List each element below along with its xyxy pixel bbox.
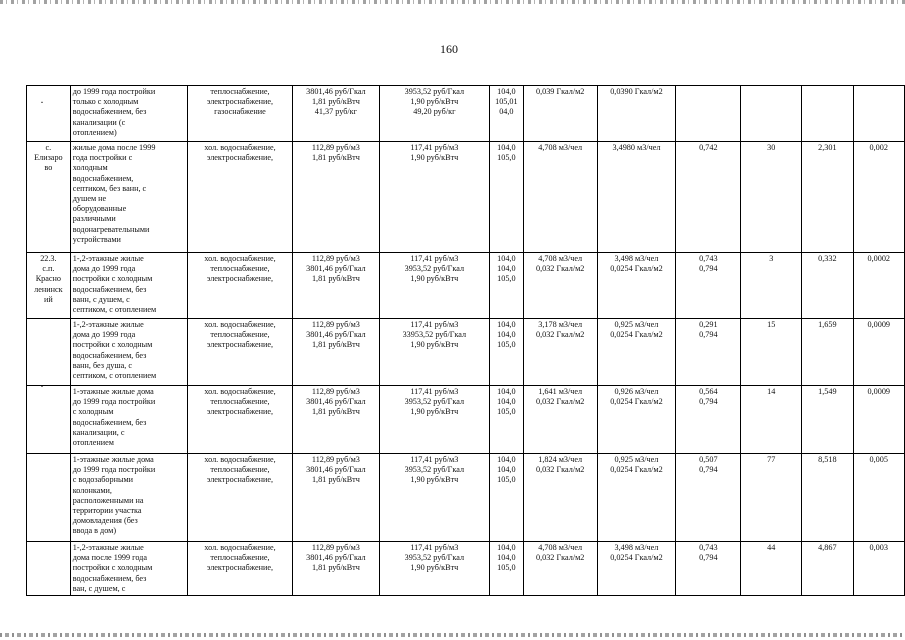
settlement-cell [27, 542, 71, 596]
share-cell [853, 86, 905, 142]
index-cell: 104,0 104,0 105,0 [489, 253, 523, 319]
norm-new-cell: 3,4980 м3/чел [597, 142, 676, 253]
scan-speck: · [40, 95, 44, 109]
index-cell: 104,0 104,0 105,0 [489, 542, 523, 596]
coef-cell: 0,564 0,794 [676, 386, 741, 454]
share-cell: 0,005 [853, 454, 905, 542]
count-cell: 77 [741, 454, 802, 542]
table-row [27, 142, 905, 253]
norm-current-cell: 4,708 м3/чел [523, 142, 597, 253]
coef-cell: 0,743 0,794 [676, 542, 741, 596]
table-row [27, 86, 905, 142]
tariff-current-cell: 112,89 руб/м3 3801,46 руб/Гкал 1,81 руб/кВтч [293, 454, 380, 542]
index-cell: 104,0 104,0 105,0 [489, 386, 523, 454]
norm-new-cell: 0,0390 Гкал/м2 [597, 86, 676, 142]
value-cell [802, 86, 853, 142]
settlement-cell: с. Елизаро во [27, 142, 71, 253]
share-cell: 0,002 [853, 142, 905, 253]
tariff-current-cell: 112,89 руб/м3 1,81 руб/кВтч [293, 142, 380, 253]
tariff-new-cell: 117,41 руб/м3 33953,52 руб/Гкал 1,90 руб/кВтч [379, 319, 489, 386]
tariff-new-cell: 3953,52 руб/Гкал 1,90 руб/кВтч 49,20 руб/кг [379, 86, 489, 142]
description-cell: 1-,2-этажные жилые дома после 1999 года постройки с холодным водоснабжением, без ван, с душем, с [70, 542, 187, 596]
norm-new-cell: 0,925 м3/чел 0,0254 Гкал/м2 [597, 319, 676, 386]
index-cell: 104,0 105,01 04,0 [489, 86, 523, 142]
tariff-new-cell: 117,41 руб/м3 1,90 руб/кВтч [379, 142, 489, 253]
services-cell: хол. водоснабжение, теплоснабжение, электроснабжение, [187, 542, 292, 596]
tariff-current-cell: 112,89 руб/м3 3801,46 руб/Гкал 1,81 руб/кВтч [293, 542, 380, 596]
settlement-cell: 22.3. с.п. Красно ленинск ий [27, 253, 71, 319]
scan-edge-top [0, 0, 905, 4]
value-cell: 1,549 [802, 386, 853, 454]
count-cell: 14 [741, 386, 802, 454]
description-cell: жилые дома после 1999 года постройки с холодным водоснабжением, септиком, без ванн, с душем не оборудованные различными водонагревательными устройствами [70, 142, 187, 253]
scan-speck: · [40, 379, 44, 393]
value-cell: 0,332 [802, 253, 853, 319]
coef-cell: 0,742 [676, 142, 741, 253]
services-cell: теплоснабжение, электроснабжение, газоснабжение [187, 86, 292, 142]
norm-current-cell: 4,708 м3/чел 0,032 Гкал/м2 [523, 253, 597, 319]
index-cell: 104,0 105,0 [489, 142, 523, 253]
index-cell: 104,0 104,0 105,0 [489, 454, 523, 542]
norm-current-cell: 1,824 м3/чел 0,032 Гкал/м2 [523, 454, 597, 542]
services-cell: хол. водоснабжение, электроснабжение, [187, 142, 292, 253]
coef-cell: 0,291 0,794 [676, 319, 741, 386]
count-cell: 30 [741, 142, 802, 253]
tariff-current-cell: 112,89 руб/м3 3801,46 руб/Гкал 1,81 руб/кВтч [293, 386, 380, 454]
value-cell: 4,867 [802, 542, 853, 596]
share-cell: 0,003 [853, 542, 905, 596]
services-cell: хол. водоснабжение, теплоснабжение, электроснабжение, [187, 454, 292, 542]
norm-new-cell: 0,925 м3/чел 0,0254 Гкал/м2 [597, 454, 676, 542]
tariff-current-cell: 3801,46 руб/Гкал 1,81 руб/кВтч 41,37 руб/кг [293, 86, 380, 142]
coef-cell: 0,507 0,794 [676, 454, 741, 542]
services-cell: хол. водоснабжение, теплоснабжение, электроснабжение, [187, 386, 292, 454]
settlement-cell [27, 454, 71, 542]
norm-current-cell: 4,708 м3/чел 0,032 Гкал/м2 [523, 542, 597, 596]
tariff-new-cell: 117,41 руб/м3 3953,52 руб/Гкал 1,90 руб/кВтч [379, 454, 489, 542]
count-cell: 15 [741, 319, 802, 386]
value-cell: 2,301 [802, 142, 853, 253]
table-row [27, 454, 905, 542]
services-cell: хол. водоснабжение, теплоснабжение, электроснабжение, [187, 319, 292, 386]
norm-current-cell: 0,039 Гкал/м2 [523, 86, 597, 142]
tariff-current-cell: 112,89 руб/м3 3801,46 руб/Гкал 1,81 руб/кВтч [293, 253, 380, 319]
page-number: 160 [440, 42, 458, 56]
coef-cell [676, 86, 741, 142]
norm-new-cell: 3,498 м3/чел 0,0254 Гкал/м2 [597, 542, 676, 596]
description-cell: до 1999 года постройки только с холодным водоснабжением, без канализации (с отоплением) [70, 86, 187, 142]
count-cell: 3 [741, 253, 802, 319]
settlement-cell [27, 86, 71, 142]
index-cell: 104,0 104,0 105,0 [489, 319, 523, 386]
description-cell: 1-этажные жилые дома до 1999 года постройки с холодным водоснабжением, без канализации, с отоплением [70, 386, 187, 454]
share-cell: 0,0002 [853, 253, 905, 319]
services-cell: хол. водоснабжение, теплоснабжение, электроснабжение, [187, 253, 292, 319]
table-row [27, 386, 905, 454]
tariff-current-cell: 112,89 руб/м3 3801,46 руб/Гкал 1,81 руб/кВтч [293, 319, 380, 386]
tariff-table [26, 85, 905, 596]
value-cell: 8,518 [802, 454, 853, 542]
settlement-cell [27, 386, 71, 454]
norm-current-cell: 1,641 м3/чел 0,032 Гкал/м2 [523, 386, 597, 454]
norm-new-cell: 0,926 м3/чел 0,0254 Гкал/м2 [597, 386, 676, 454]
count-cell: 44 [741, 542, 802, 596]
norm-current-cell: 3,178 м3/чел 0,032 Гкал/м2 [523, 319, 597, 386]
tariff-new-cell: 117,41 руб/м3 3953,52 руб/Гкал 1,90 руб/кВтч [379, 253, 489, 319]
table-row [27, 253, 905, 319]
share-cell: 0,0009 [853, 386, 905, 454]
share-cell: 0,0009 [853, 319, 905, 386]
settlement-cell [27, 319, 71, 386]
tariff-new-cell: 117,41 руб/м3 3953,52 руб/Гкал 1,90 руб/кВтч [379, 542, 489, 596]
value-cell: 1,659 [802, 319, 853, 386]
count-cell [741, 86, 802, 142]
table-row [27, 542, 905, 596]
table-row [27, 319, 905, 386]
description-cell: 1-этажные жилые дома до 1999 года постройки с водозаборными колонками, расположенными на территории участка домовладения (без ввода в дом) [70, 454, 187, 542]
description-cell: 1-,2-этажные жилые дома до 1999 года постройки с холодным водоснабжением, без ванн, с душем, с септиком, с отоплением [70, 253, 187, 319]
tariff-new-cell: 117,41 руб/м3 3953,52 руб/Гкал 1,90 руб/кВтч [379, 386, 489, 454]
norm-new-cell: 3,498 м3/чел 0,0254 Гкал/м2 [597, 253, 676, 319]
description-cell: 1-,2-этажные жилые дома до 1999 года постройки с холодным водоснабжением, без ванн, без душа, с септиком, с отоплением [70, 319, 187, 386]
coef-cell: 0,743 0,794 [676, 253, 741, 319]
scan-edge-bottom [0, 633, 905, 637]
